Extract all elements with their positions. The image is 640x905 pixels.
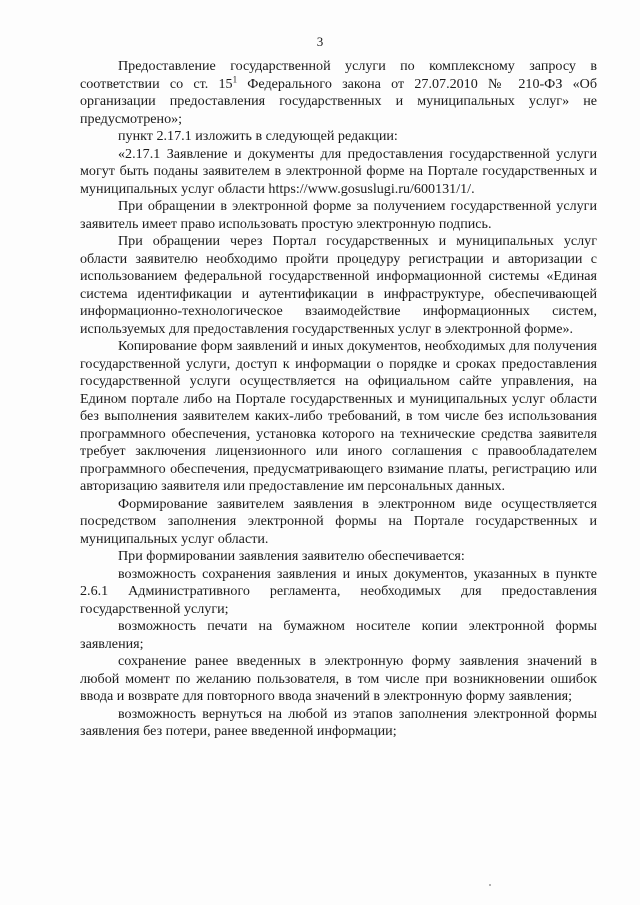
paragraph-8: При формировании заявления заявителю обеспечивается: xyxy=(118,548,465,564)
paragraph-12: возможность вернуться на любой из этапов заполнения электронной формы заявления без потери, ранее введенной информации; xyxy=(80,705,597,739)
scan-speck xyxy=(489,884,491,886)
footnote-superscript: 1 xyxy=(232,73,238,84)
paragraph-4: При обращении в электронной форме за получением государственной услуги заявитель имеет право использовать простую электронную подпись. xyxy=(80,198,597,232)
paragraph-1-text-b: Федерального закона от 27.07.2010 № 210-ФЗ «Об организации предоставления государственных и муниципальных услуг» не предусмотрено»; xyxy=(80,75,597,127)
paragraph-10: возможность печати на бумажном носителе копии электронной формы заявления; xyxy=(80,618,597,652)
paragraph-7: Формирование заявителем заявления в электронном виде осуществляется посредством заполнения электронной формы на Портале государственных и муниципальных услуг области. xyxy=(80,495,597,547)
paragraph-6: Копирование форм заявлений и иных документов, необходимых для получения государственной услуги, доступ к информации о порядке и сроках предоставления государственной услуги осуществляется на официальном сайте управления, на Едином портале либо на Портале государственных и муниципальных услуг области без выполнения заявителем каких-либо требований, в том числе без использования программного обеспечения, установка которого на технические средства заявителя требует заключения лицензионного или иного соглашения с правообладателем программного обеспечения, предусматривающего взимание платы, регистрацию или авторизацию заявителя или предоставление им персональных данных. xyxy=(80,338,597,494)
paragraph-11: сохранение ранее введенных в электронную форму заявления значений в любой момент по желанию пользователя, в том числе при возникновении ошибок ввода и возврате для повторного ввода значений в электронную форму заявления; xyxy=(80,653,597,704)
page-number: 3 xyxy=(316,34,324,49)
paragraph-9: возможность сохранения заявления и иных документов, указанных в пункте 2.6.1 Административного регламента, необходимых для предоставления государственной услуги; xyxy=(80,565,597,617)
paragraph-2: пункт 2.17.1 изложить в следующей редакции: xyxy=(118,128,398,144)
paragraph-1-text-a: Предоставление государственной услуги по комплексному запросу в соответствии со ст. 15 xyxy=(80,58,597,92)
paragraph-1 xyxy=(80,58,597,128)
paragraph-3: «2.17.1 Заявление и документы для предоставления государственной услуги могут быть поданы заявителем в электронной форме на Портале государственных и муниципальных услуг области https://www.gosuslugi.ru/600131/1/. xyxy=(80,145,597,197)
document-body xyxy=(80,58,597,741)
paragraph-5: При обращении через Портал государственных и муниципальных услуг области заявителю необходимо пройти процедуру регистрации и авторизации с использованием федеральной государственной информационной системы «Единая система идентификации и аутентификации в инфраструктуре, обеспечивающей информационно-технологическое взаимодействие информационных систем, используемых для предоставления государственных услуг в электронной форме». xyxy=(80,233,597,337)
